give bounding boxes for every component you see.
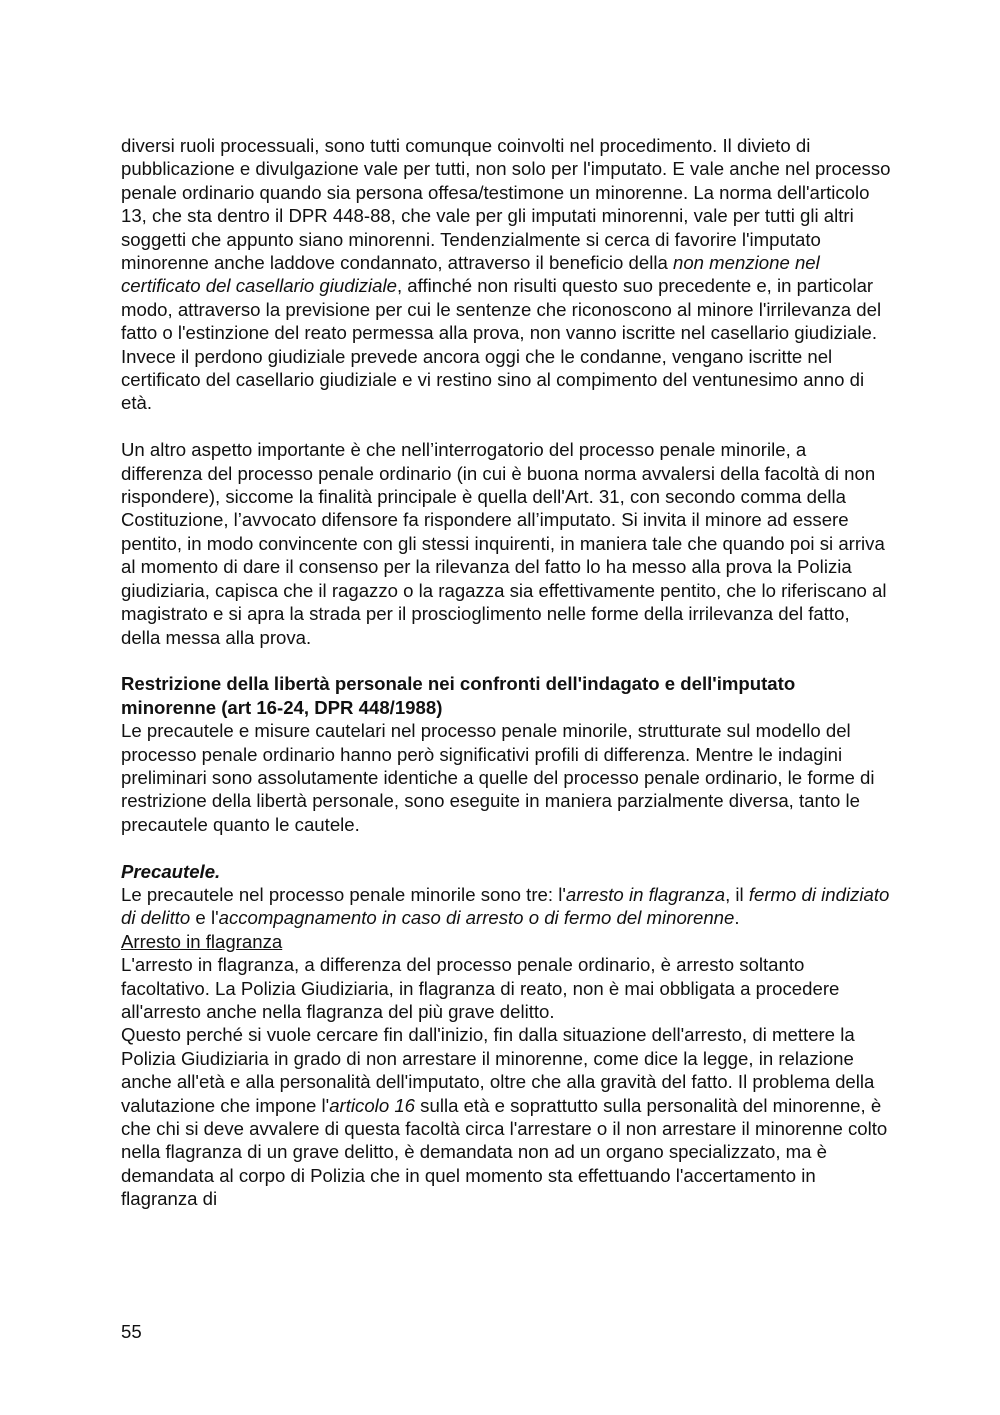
italic-text-segment: non menzione nel certificato del casellario giudiziale: [121, 252, 820, 297]
section-heading-precautele: [121, 860, 891, 883]
italic-text-segment: arresto in flagranza: [565, 883, 726, 905]
paragraph-1: [121, 134, 891, 415]
text-segment: L'arresto in flagranza, a differenza del processo penale ordinario, è arresto soltanto facoltativo. La Polizia Giudiziaria, in flagranza di reato, non è mai obbligata a procedere all'arresto anche nella flagranza del più grave delitto.: [121, 954, 840, 1022]
text-segment: .: [734, 907, 740, 929]
text-segment: Un altro aspetto importante è che nell’interrogatorio del processo penale minorile, a differenza del processo penale ordinario (in cui è buona norma avvalersi della facoltà di non rispondere), siccome la finalità principale è quella dell'Art. 31, con secondo comma della Costituzione, l’avvocato difensore fa rispondere all’imputato. Si invita il minore ad essere pentito, in modo convincente con gli stessi inquirenti, in maniera tale che quando poi si arriva al momento di dare il consenso per la rilevanza del fatto lo ha messo alla prova la Polizia giudiziaria, capisca che il ragazzo o la ragazza sia effettivamente pentito, che lo riferiscano al magistrato e si apra la strada per il proscioglimento nelle forme della irrilevanza del fatto, della messa alla prova.: [121, 439, 887, 648]
paragraph-3: [121, 719, 891, 836]
page-number: 55: [121, 1321, 142, 1342]
text-segment: e l': [190, 907, 219, 929]
paragraph-4: [121, 883, 891, 930]
text-segment: sulla età e soprattutto sulla personalità del minorenne, è che chi si deve avvalere di questa facoltà circa l'arrestare o il non arrestare il minorenne colto nella flagranza di un grave delitto, è demandata non ad un organo specializzato, ma è demandata al corpo di Polizia che in quel momento sta effettuando l'accertamento in flagranza di: [121, 1094, 888, 1210]
italic-text-segment: articolo 16: [329, 1094, 416, 1116]
subheading-arresto-in-flagranza: Arresto in flagranza: [121, 930, 283, 952]
section-heading-restrizione: Restrizione della libertà personale nei confronti dell'indagato e dell'imputato minorenne (art 16-24, DPR 448/1988): [121, 673, 796, 718]
paragraph-5: [121, 953, 891, 1023]
paragraph-6: [121, 1023, 891, 1210]
heading-precautele-text: Precautele.: [121, 860, 221, 882]
text-segment: Le precautele e misure cautelari nel processo penale minorile, strutturate sul modello del processo penale ordinario hanno però significativi profili di differenza. Mentre le indagini preliminari sono assolutamente identiche a quelle del processo penale ordinario, le forme di restrizione della libertà personale, sono eseguite in maniera parzialmente diversa, tanto le precautele quanto le cautele.: [121, 720, 875, 835]
text-segment: , il: [725, 883, 749, 905]
paragraph-gap: [121, 415, 891, 438]
text-segment: Questo perché si vuole cercare fin dall'inizio, fin dalla situazione dell'arresto, di mettere la Polizia Giudiziaria in grado di non arrestare il minorenne, come dice la legge, in relazione anche all'età e alla personalità dell'imputato, oltre che alla gravità del fatto. Il problema della valutazione che impone l': [121, 1024, 875, 1116]
paragraph-gap: [121, 649, 891, 672]
text-segment: , affinché non risulti questo suo precedente e, in particolar modo, attraverso la previsione per cui le sentenze che riconoscono al minore l'irrilevanza del fatto o l'estinzione del reato permessa alla prova, non vanno iscritte nel casellario giudiziale. Invece il perdono giudiziale prevede ancora oggi che le condanne, vengano iscritte nel certificato del casellario giudiziale e vi restino sino al compimento del ventunesimo anno di età.: [121, 275, 882, 414]
text-segment: diversi ruoli processuali, sono tutti comunque coinvolti nel procedimento. Il divieto di pubblicazione e divulgazione vale per tutti, non solo per l'imputato. E vale anche nel processo penale ordinario quando sia persona offesa/testimone un minorenne. La norma dell'articolo 13, che sta dentro il DPR 448-88, che vale per gli imputati minorenni, vale per tutti gli altri soggetti che appunto siano minorenni. Tendenzialmente si cerca di favorire l'imputato minorenne anche laddove condannato, attraverso il beneficio della: [121, 135, 891, 274]
text-segment: Le precautele nel processo penale minorile sono tre: l': [121, 883, 566, 905]
paragraph-2: [121, 438, 891, 649]
italic-text-segment: accompagnamento in caso di arresto o di fermo del minorenne: [218, 907, 735, 929]
paragraph-gap: [121, 836, 891, 859]
italic-text-segment: fermo di indiziato di delitto: [121, 883, 890, 929]
document-page: [121, 134, 891, 1211]
